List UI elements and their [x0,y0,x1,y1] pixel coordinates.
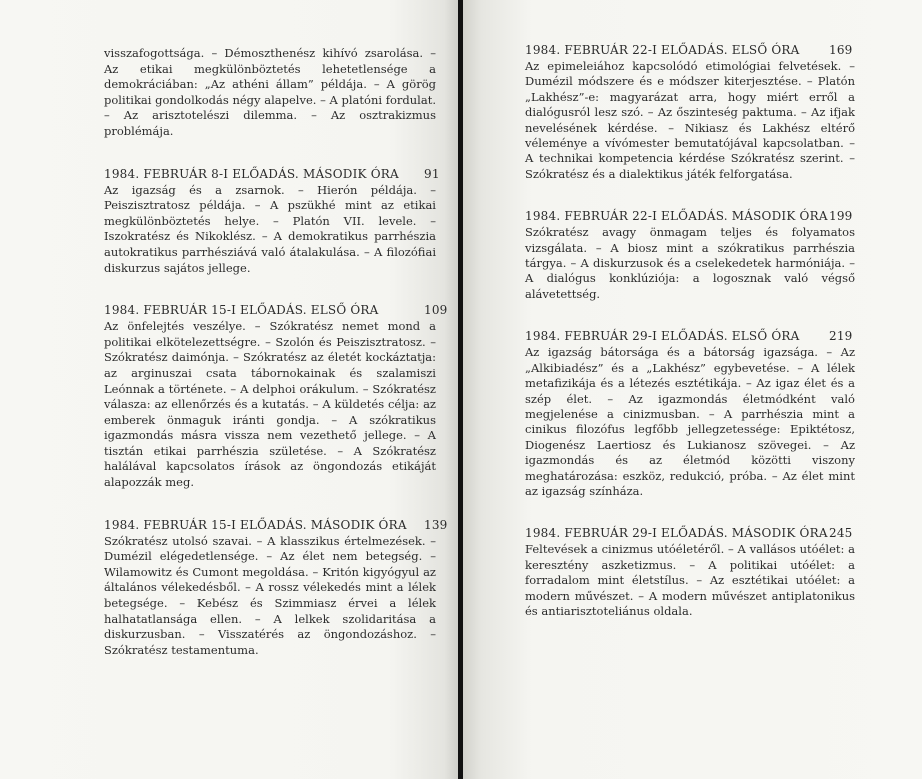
left-column [104,42,448,684]
entry-summary: Feltevések a cinizmus utóéletéről. – A vallásos utóélet: a keresztény aszketizmus. – A politikai utóélet: a forradalom mint életstílus. – Az esztétikai utóélet: a modern művészet. – A modern művészet antiplatonikus és antiarisztoteliánus oldala. [525,542,855,618]
entry-summary: Az önfelejtés veszélye. – Szókratész nemet mond a politikai elkötelezettségre. – Szolón és Peiszisztratosz. – Szókratész daimónja. – Szókratész az életét kockáztatja: az arginuszai csata tábornokainak és szalamiszi Leónnak a története. – A delphoi orákulum. – Szókratész válasza: az ellenőrzés és a kutatás. – A küldetés célja: az emberek önmaguk iránti gondja. – A szókratikus igazmondás másra vissza nem vezethető jellege. – A tisztán etikai parrhészia születése. – A Szókratész halálával kapcsolatos írások az öngondozás etikáját alapozzák meg. [104,319,436,490]
entry-heading-text: 1984. FEBRUÁR 15-I ELŐADÁS. ELSŐ ÓRA [104,303,379,318]
entry-heading [104,166,440,183]
entry-heading-text: 1984. FEBRUÁR 22-I ELŐADÁS. ELSŐ ÓRA [525,43,800,57]
toc-entry [525,328,855,499]
entry-page-number: 169 [829,43,853,57]
toc-entry [104,302,448,491]
toc-entry [104,517,448,659]
toc-entry [525,525,855,619]
continuation-text: visszafogottsága. – Démoszthenész kihívó zsarolása. – Az etikai megkülönböztetés lehetetlensége a demokráciában: „Az athéni állam” példája. – A görög politikai gondolkodás négy alapelve. – A platóni fordulat. – Az arisztotelészi dilemma. – Az osztrakizmus problémája. [104,46,436,138]
entry-heading-text: 1984. FEBRUÁR 15-I ELŐADÁS. MÁSODIK ÓRA [104,517,407,532]
entry-page-number: 219 [829,329,853,344]
right-column [525,42,855,645]
entry-page-number: 199 [829,209,853,224]
entry-page-number: 245 [829,526,853,541]
entry-heading [104,302,448,319]
entry-heading-text: 1984. FEBRUÁR 29-I ELŐADÁS. MÁSODIK ÓRA [525,526,828,541]
entry-heading [525,42,855,59]
entry-heading-text: 1984. FEBRUÁR 29-I ELŐADÁS. ELSŐ ÓRA [525,329,800,344]
entry-summary: Az epimeleiához kapcsolódó etimológiai felvetések. – Dumézil módszere és e módszer kiterjesztése. – Platón „Lakhész”-e: magyarázat arra, hogy miért erről a dialógusról lesz szó. – Az őszinteség paktuma. – Az ifjak nevelésének kérdése. – Nikiasz és Lakhész eltérő véleménye a vívómester bemutatójával kapcsolatban. – A technikai kompetencia kérdése Szókratész szerint. – Szókratész és a dialektikus játék felforgatása. [525,59,855,181]
left-page [0,0,458,779]
entry-heading [525,525,855,542]
entry-summary: Az igazság és a zsarnok. – Hierón példája. – Peiszisztratosz példája. – A pszükhé mint az etikai megkülönböztetés helye. – Platón VII. levele. – Iszokratész és Nikoklész. – A demokratikus parrhészia autokratikus parrhésziává való átalakulása. – A filozófiai diskurzus sajátos jellege. [104,182,436,275]
toc-entry [525,42,855,182]
toc-entry [525,208,855,302]
entry-page-number: 139 [424,517,448,532]
entry-heading [525,328,855,345]
entry-page-number: 109 [424,303,448,318]
entry-heading-text: 1984. FEBRUÁR 22-I ELŐADÁS. MÁSODIK ÓRA [525,209,828,224]
entry-page-number: 91 [424,166,440,181]
entry-summary: Az igazság bátorsága és a bátorság igazsága. – Az „Alkibiadész” és a „Lakhész” egybevetése. – A lélek metafizikája és a létezés esztétikája. – Az igaz élet és a szép élet. – Az igazmondás életmódként való megjelenése a cinizmusban. – A parrhészia mint a cinikus filozófus legfőbb jellegzetessége: Epiktétosz, Diogenész Laertiosz és Lukianosz szövegei. – Az igazmondás és az életmód közötti viszony meghatározása: eszköz, redukció, próba. – Az élet mint az igazság színháza. [525,345,855,498]
entry-summary: Szókratész utolsó szavai. – A klasszikus értelmezések. – Dumézil elégedetlensége. – Az élet nem betegség. – Wilamowitz és Cumont megoldása. – Kritón kigyógyul az általános vélekedésből. – A rossz vélekedés mint a lélek betegsége. – Kebész és Szimmiasz érvei a lélek halhatatlansága ellen. – A lelkek szolidaritása a diskurzusban. – Visszatérés az öngondozáshoz. – Szókratész testamentuma. [104,533,436,657]
toc-entry [104,166,440,277]
entry-heading [525,208,855,225]
entry-heading [104,517,448,534]
entry-summary: Szókratész avagy önmagam teljes és folyamatos vizsgálata. – A biosz mint a szókratikus parrhészia tárgya. – A diskurzusok és a cselekedetek harmóniája. – A dialógus konklúziója: a logosznak való végső alávetettség. [525,225,855,301]
continuation-entry [104,46,436,140]
entry-heading-text: 1984. FEBRUÁR 8-I ELŐADÁS. MÁSODIK ÓRA [104,166,399,181]
right-page [463,0,922,779]
